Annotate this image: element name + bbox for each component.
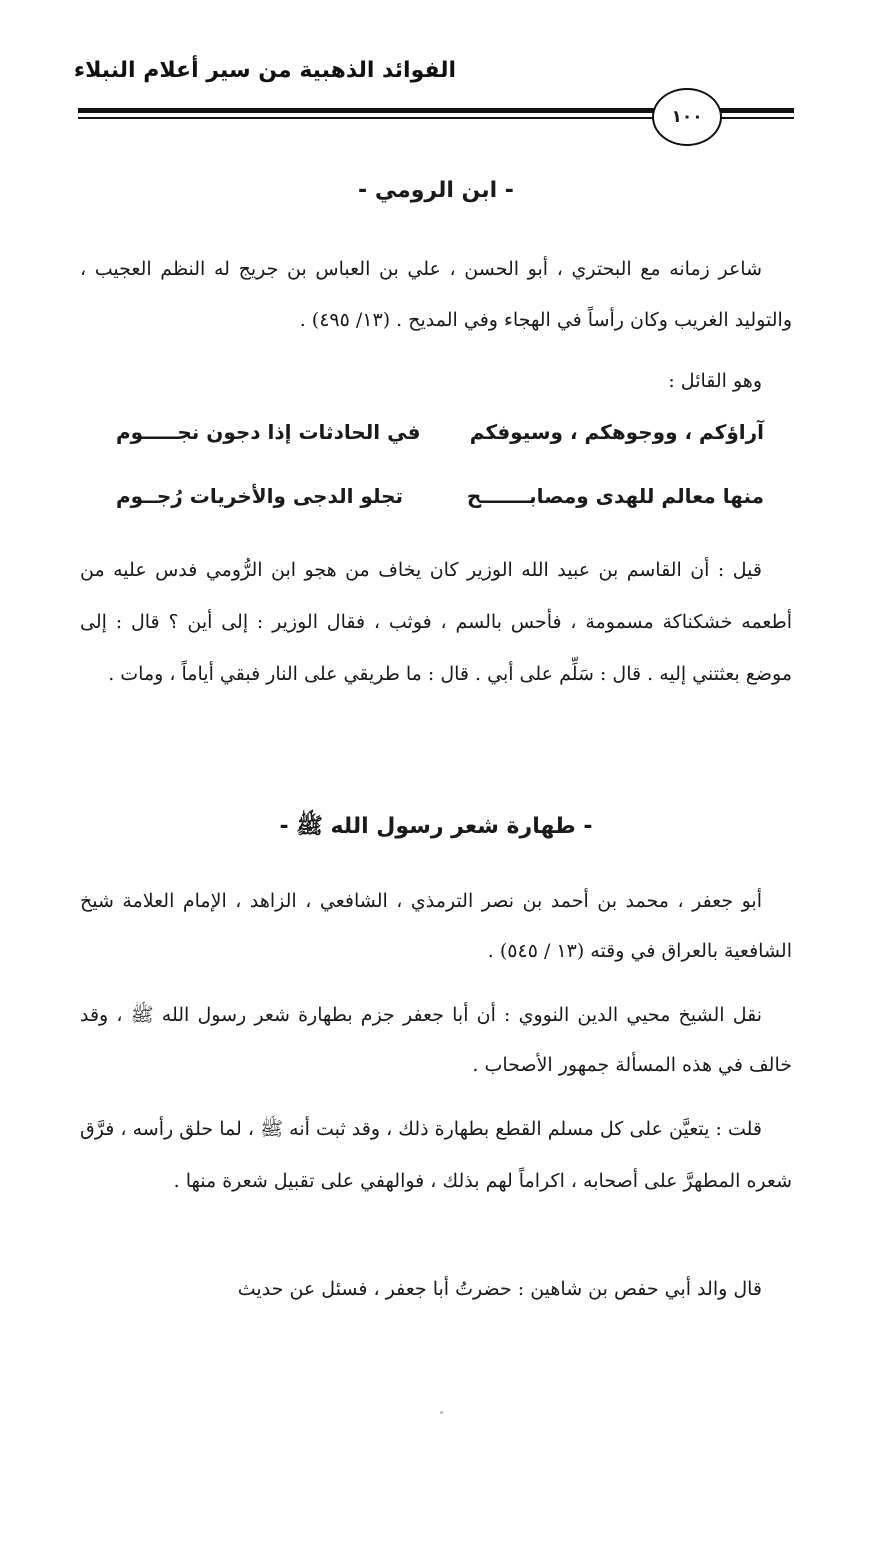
paragraph-ibn-shahin-narration: قال والد أبي حفص بن شاهين : حضرتُ أبا جعفر ، فسئل عن حديث [237, 1278, 762, 1300]
paragraph-author-comment: قلت : يتعيَّن على كل مسلم القطع بطهارة ذلك ، وقد ثبت أنه ﷺ ، لما حلق رأسه ، فرَّق شعره المطهرَّ على أصحابه ، اكراماً لهم بذلك ، فوالهفي على تقبيل شعرة منها . [80, 1118, 792, 1192]
paragraph-abu-jafar-bio: أبو جعفر ، محمد بن أحمد بن نصر الترمذي ، الشافعي ، الزاهد ، الإمام العلامة شيخ الشافعية بالعراق في وقته (١٣ / ٥٤٥) . [80, 890, 792, 962]
section-title-prophet-hair: - طهارة شعر رسول الله ﷺ - [279, 814, 593, 839]
verse-2-first-hemistich: منها معالم للهدى ومصابـــــــح [466, 484, 764, 508]
verse-1-first-hemistich: آراؤكم ، ووجوهكم ، وسيوفكم [469, 420, 764, 444]
section-title-ibn-al-rumi: - ابن الرومي - [358, 178, 514, 203]
verse-2-second-hemistich: تجلو الدجى والأخريات رُجــوم [116, 484, 404, 508]
paragraph-ibn-al-rumi-intro: شاعر زمانه مع البحتري ، أبو الحسن ، علي بن العباس بن جريج له النظم العجيب ، والتوليد الغريب وكان رأساً في الهجاء وفي المديح . (١٣/ ٤٩٥) . [80, 258, 792, 331]
paragraph-vizier-story: قيل : أن القاسم بن عبيد الله الوزير كان يخاف من هجو ابن الرُّومي فدس عليه من أطعمه خشكناكة مسمومة ، فأحس بالسم ، فوثب ، فقال الوزير : إلى أين ؟ قال : إلى موضع بعثتني إليه . قال : سَلِّم على أبي . قال : ما طريقي على النار فبقي أياماً ، ومات . [80, 559, 792, 685]
page-number-badge: ١٠٠ [652, 88, 722, 146]
verse-line-2 [116, 484, 764, 534]
verse-1-second-hemistich: في الحادثات إذا دجون نجـــــوم [116, 420, 421, 444]
running-header-title: الفوائد الذهبية من سير أعلام النبلاء [73, 58, 456, 83]
verse-line-1 [116, 420, 764, 470]
scan-speck [440, 1411, 443, 1414]
verse-intro-line: وهو القائل : [668, 370, 762, 392]
paragraph-nawawi-quote: نقل الشيخ محيي الدين النووي : أن أبا جعفر جزم بطهارة شعر رسول الله ﷺ ، وقد خالف في هذه المسألة جمهور الأصحاب . [80, 1004, 792, 1076]
